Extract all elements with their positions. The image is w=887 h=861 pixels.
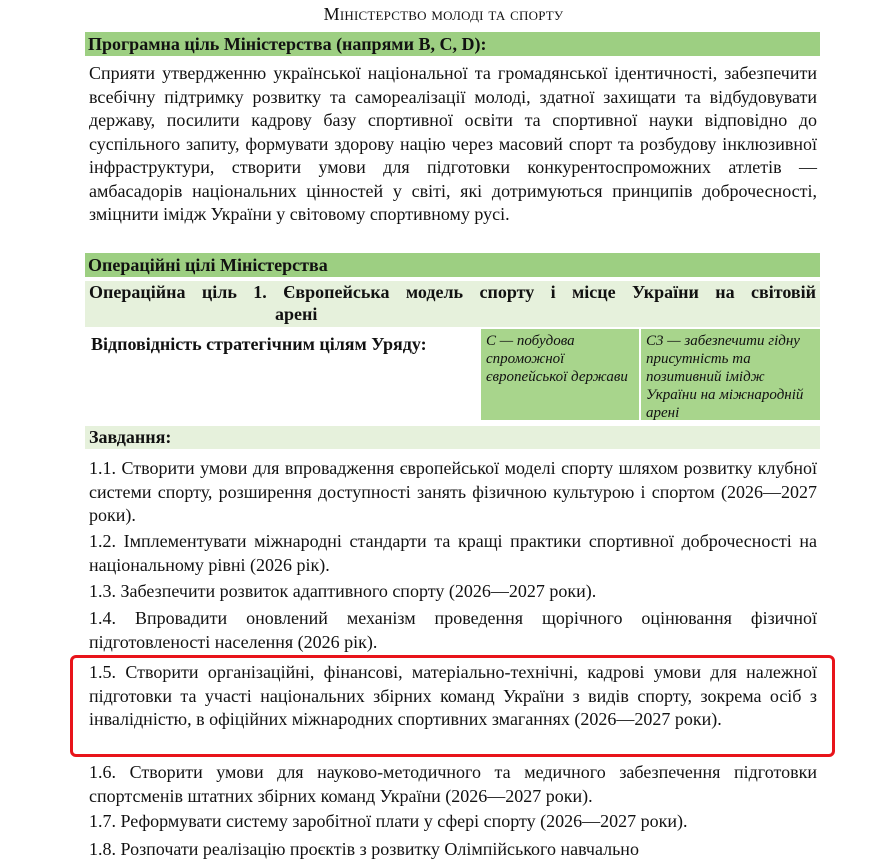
operational-goal-1-line2: арені [275,304,318,324]
task-1-5: 1.5. Створити організаційні, фінансові, матеріально-технічні, кадрові умови для належної підготовки та участі національних збірних команд України з видів спорту, зокрема осіб з інвалідністю, в офіційних міжнародних спортивних змаганнях (2026—2027 роки). [89,662,817,729]
program-goal-text: Сприяти утвердженню української національної та громадянської ідентичності, забезпечити всебічну підтримку розвитку та самореалізації молоді, здатної захищати та відбудовувати державу, посилити кадрову базу спортивної освіти та спортивної науки відповідно до суспільного запиту, формувати здорову націю через масовий спорт та розбудову інклюзивної інфраструктури, створити умови для підготовки конкурентоспроможних атлетів — амбасадорів національних цінностей у світі, які дотримуються принципів доброчесності, зміцнити імідж України у світовому спортивному русі. [89,63,817,224]
strategic-goal-c3-text: С3 — забезпечити гідну присутність та позитивний імідж України на міжнародній арені [646,333,804,421]
program-goal-title: Програмна ціль Міністерства (напрями B, C, D): [88,34,487,54]
operational-goals-title: Операційні цілі Міністерства [88,255,328,275]
task-1-6: 1.6. Створити умови для науково-методичного та медичного забезпечення підготовки спортсменів штатних збірних команд України (2026—2027 роки). [89,762,817,806]
task-1-3: 1.3. Забезпечити розвиток адаптивного спорту (2026—2027 роки). [89,581,597,601]
task-1-8-partial: 1.8. Розпочати реалізацію проєктів з розвитку Олімпійського навчально [89,839,639,859]
program-goal-band [85,32,820,56]
alignment-label: Відповідність стратегічним цілям Уряду: [91,334,427,354]
ministry-header: Міністерство молоді та спорту [323,4,564,24]
tasks-title: Завдання: [89,427,172,447]
operational-goal-1-band [85,281,820,327]
task-1-1: 1.1. Створити умови для впровадження європейської моделі спорту шляхом розвитку клубної системи спорту, розширення доступності занять фізичною культурою і спортом (2026—2027 роки). [89,458,817,525]
operational-goals-band [85,253,820,277]
task-1-4: 1.4. Впровадити оновлений механізм проведення щорічного оцінювання фізичної підготовленості населення (2026 рік). [89,608,817,652]
strategic-goal-c3 [641,329,820,420]
strategic-goal-c [481,329,639,420]
task-1-2: 1.2. Імплементувати міжнародні стандарти та кращі практики спортивної доброчесності на національному рівні (2026 рік). [89,531,817,575]
strategic-goal-c-text: С — побудова спроможної європейської держави [486,333,628,385]
task-1-7: 1.7. Реформувати систему заробітної плати у сфері спорту (2026—2027 роки). [89,811,688,831]
tasks-band [85,426,820,449]
operational-goal-1-line1: Операційна ціль 1. Європейська модель спорту і місце України на світовій [89,282,816,302]
